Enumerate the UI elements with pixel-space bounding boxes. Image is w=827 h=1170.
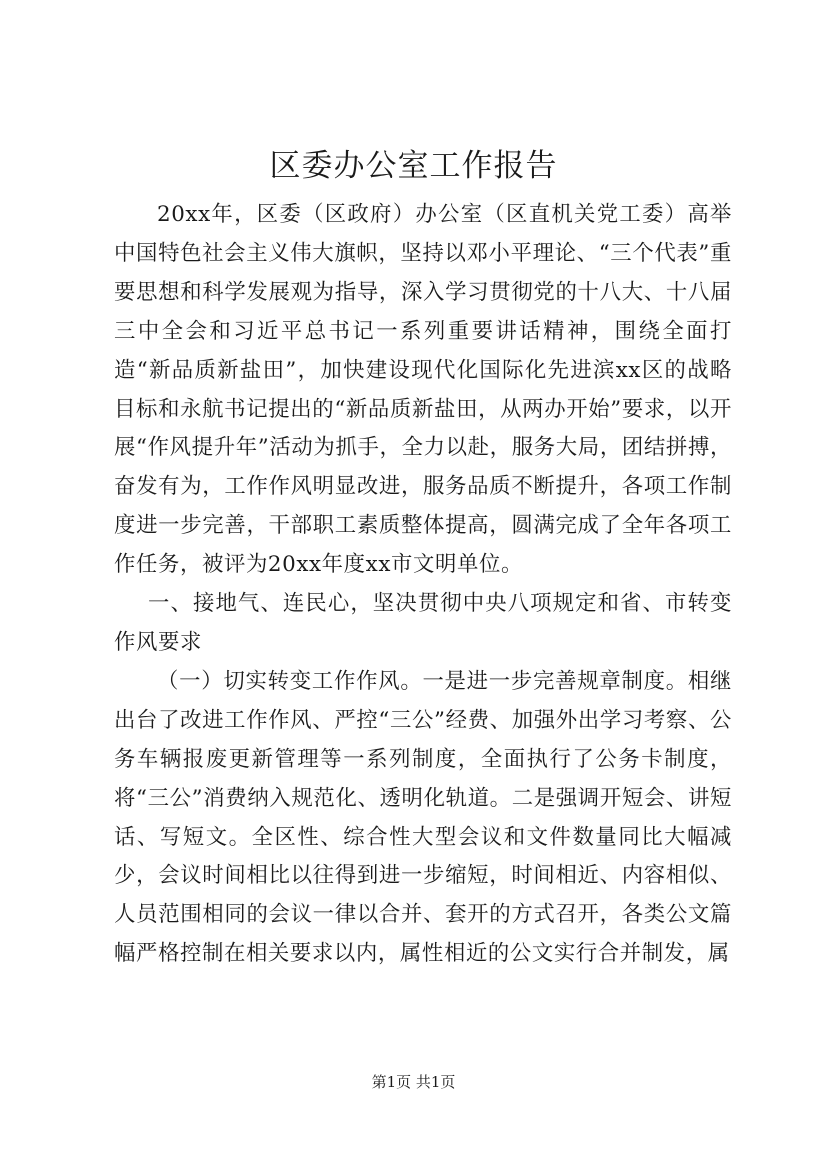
section-heading: 一、接地气、连民心，坚决贯彻中央八项规定和省、市转变作风要求	[114, 591, 732, 655]
intro-paragraph: 20xx年，区委（区政府）办公室（区直机关党工委）高举中国特色社会主义伟大旗帜，坚持以邓小平理论、“三个代表”重要思想和科学发展观为指导，深入学习贯彻党的十八大、十八届三中全会和习近平总书记一系列重要讲话精神，围绕全面打造“新品质新盐田”，加快建设现代化国际化先进滨xx区的战略目标和永航书记提出的“新品质新盐田，从两办开始”要求，以开展“作风提升年”活动为抓手，全力以赴，服务大局，团结拼搏，奋发有为，工作作风明显改进，服务品质不断提升，各项工作制度进一步完善，干部职工素质整体提高，圆满完成了全年各项工作任务，被评为20xx年度xx市文明单位。	[114, 202, 732, 578]
document-title: 区委办公室工作报告	[269, 148, 558, 184]
document-body	[114, 196, 732, 974]
page-footer: 第1页 共1页	[371, 1073, 456, 1091]
subsection-paragraph: （一）切实转变工作作风。一是进一步完善规章制度。相继出台了改进工作作风、严控“三公”经费、加强外出学习考察、公务车辆报废更新管理等一系列制度，全面执行了公务卡制度，将“三公”消费纳入规范化、透明化轨道。二是强调开短会、讲短话、写短文。全区性、综合性大型会议和文件数量同比大幅减少，会议时间相比以往得到进一步缩短，时间相近、内容相似、人员范围相同的会议一律以合并、套开的方式召开，各类公文篇幅严格控制在相关要求以内，属性相近的公文实行合并制发，属	[114, 668, 732, 967]
